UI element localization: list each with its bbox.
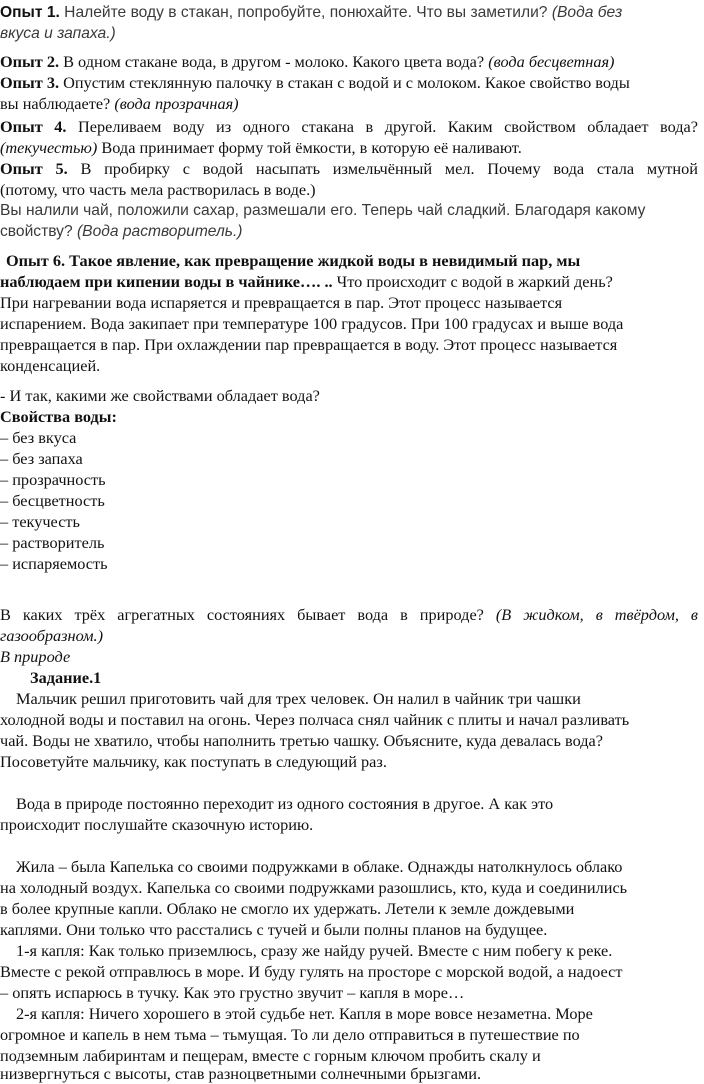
experiment-5 <box>0 158 698 179</box>
property-item: – бесцветность <box>0 491 105 510</box>
properties-heading-text: Свойства воды: <box>0 407 117 426</box>
experiment-6-line-3: При нагревании вода испаряется и превращается в пар. Этот процесс называется <box>0 293 563 312</box>
experiment-3-cont <box>0 93 698 114</box>
task-1-line-3: чай. Воды не хватило, чтобы наполнить третью чашку. Объясните, куда девалась вода? <box>0 731 603 750</box>
experiment-4-label: Опыт 4. <box>0 117 67 136</box>
story-line-4: каплями. Они только что расстались с тучей и были полны планов на будущее. <box>0 920 548 939</box>
tea-question-text-cont: свойству? <box>0 223 77 240</box>
in-nature: В природе <box>0 647 71 666</box>
story-line-6: Вместе с рекой отправлюсь в море. И буду гулять на просторе с морской водой, а надоест <box>0 962 623 981</box>
experiment-1-answer-cont: вкуса и запаха.) <box>0 25 116 42</box>
experiment-1-cont <box>0 23 698 44</box>
story-line-3: в более крупные капли. Облако не смогло их удержать. Летели к земле дождевыми <box>0 899 575 918</box>
story-line-9: огромное и капель в нем тьма – тьмущая. То ли дело отправиться в путешествие по <box>0 1025 580 1044</box>
states-answer-cont-line <box>0 625 698 646</box>
experiment-4 <box>0 116 698 137</box>
states-answer-cont: газообразном.) <box>0 626 103 645</box>
states-question <box>0 604 698 625</box>
experiment-3-label: Опыт 3. <box>0 73 60 92</box>
story-line-8: 2-я капля: Ничего хорошего в этой судьбе нет. Капля в море вовсе незаметна. Море <box>16 1004 593 1023</box>
experiment-4-cont <box>0 137 698 158</box>
task-1-line-4: Посоветуйте мальчику, как поступать в следующий раз. <box>0 752 387 771</box>
experiment-5-cont <box>0 179 698 200</box>
experiment-6-line-6: конденсацией. <box>0 356 101 375</box>
experiment-6-line-5: превращается в пар. При охлаждении пар превращается в воду. Этот процесс называется <box>0 335 618 354</box>
experiment-5-text-cont: (потому, что часть мела растворилась в воде.) <box>0 180 316 199</box>
experiment-4-text-cont: Вода принимает форму той ёмкости, в которую её наливают. <box>97 138 522 157</box>
states-answer: (В жидком, в твёрдом, в <box>495 605 698 624</box>
tea-question-text: Вы налили чай, положили сахар, размешали его. Теперь чай сладкий. Благодаря какому <box>0 202 646 219</box>
experiment-2-answer: (вода бесцветная) <box>488 52 615 71</box>
task-1-title: Задание.1 <box>30 668 102 687</box>
property-item: – растворитель <box>0 533 105 552</box>
experiment-1-label: Опыт 1. <box>0 4 60 21</box>
story-line-10: подземным лабиринтам и пещерам, вместе с горным ключом пробить скалу и <box>0 1046 541 1065</box>
experiment-6-question: Что происходит с водой в жаркий день? <box>332 272 613 291</box>
experiment-4-text: Переливаем воду из одного стакана в другой. Каким свойством обладает вода? <box>66 117 698 136</box>
tea-question-answer: (Вода растворитель.) <box>76 223 243 240</box>
experiment-3-text-cont: вы наблюдаете? <box>0 94 115 113</box>
experiment-6-line-4: испарением. Вода закипает при температуре 100 градусов. При 100 градусах и выше вода <box>0 314 624 333</box>
experiment-2-label: Опыт 2. <box>0 52 60 71</box>
tea-question-cont <box>0 221 698 242</box>
intro-line-2: происходит послушайте сказочную историю. <box>0 815 314 834</box>
story-line-2: на холодный воздух. Капелька со своими подружками разошлись, кто, куда и соединились <box>0 878 628 897</box>
story-line-5: 1-я капля: Как только приземлюсь, сразу же найду ручей. Вместе с ним побегу к реке. <box>16 941 613 960</box>
experiment-3-text: Опустим стеклянную палочку в стакан с водой и с молоком. Какое свойство воды <box>59 73 630 92</box>
intro-line-1: Вода в природе постоянно переходит из одного состояния в другое. А как это <box>16 794 554 813</box>
experiment-3 <box>0 72 698 93</box>
property-item: – без вкуса <box>0 428 77 447</box>
experiment-2 <box>0 51 698 72</box>
experiment-1 <box>0 2 698 23</box>
story-line-1: Жила – была Капелька со своими подружками в облаке. Однажды натолкнулось облако <box>16 857 623 876</box>
task-1-line-2: холодной воды и поставил на огонь. Через полчаса снял чайник с плиты и начал разливать <box>0 710 630 729</box>
states-question-text: В каких трёх агрегатных состояниях бывает вода в природе? <box>0 605 496 624</box>
properties-question: - И так, какими же свойствами обладает вода? <box>0 386 320 405</box>
tea-question <box>0 200 698 221</box>
experiment-2-text: В одном стакане вода, в другом - молоко. Какого цвета вода? <box>59 52 489 71</box>
experiment-4-answer: (текучестью) <box>0 138 98 157</box>
experiment-6-heading <box>0 250 698 271</box>
experiment-3-answer: (вода прозрачная) <box>114 94 239 113</box>
experiment-1-text: Налейте воду в стакан, попробуйте, понюхайте. Что вы заметили? <box>59 4 552 21</box>
experiment-5-label: Опыт 5. <box>0 159 68 178</box>
story-line-7: – опять испарюсь в тучку. Как это грустно звучит – капля в море… <box>0 983 465 1002</box>
experiment-5-text: В пробирку с водой насыпать измельчённый мел. Почему вода стала мутной <box>67 159 698 178</box>
experiment-6-title: Опыт 6. Такое явление, как превращение жидкой воды в невидимый пар, мы <box>6 251 581 270</box>
property-item: – испаряемость <box>0 554 108 573</box>
in-nature-line <box>0 646 698 667</box>
story-line-11: низвергнуться с высоты, став разноцветными солнечными брызгами. <box>0 1064 482 1083</box>
properties-heading <box>0 406 698 427</box>
property-item: – без запаха <box>0 449 83 468</box>
property-item: – текучесть <box>0 512 80 531</box>
experiment-6-title-cont: наблюдаем при кипении воды в чайнике…. .. <box>0 272 333 291</box>
property-item: – прозрачность <box>0 470 106 489</box>
task-1-heading <box>0 667 698 688</box>
task-1-line-1: Мальчик решил приготовить чай для трех человек. Он налил в чайник три чашки <box>16 689 581 708</box>
experiment-1-answer: (Вода без <box>551 4 623 21</box>
experiment-6-line-2 <box>0 271 698 292</box>
